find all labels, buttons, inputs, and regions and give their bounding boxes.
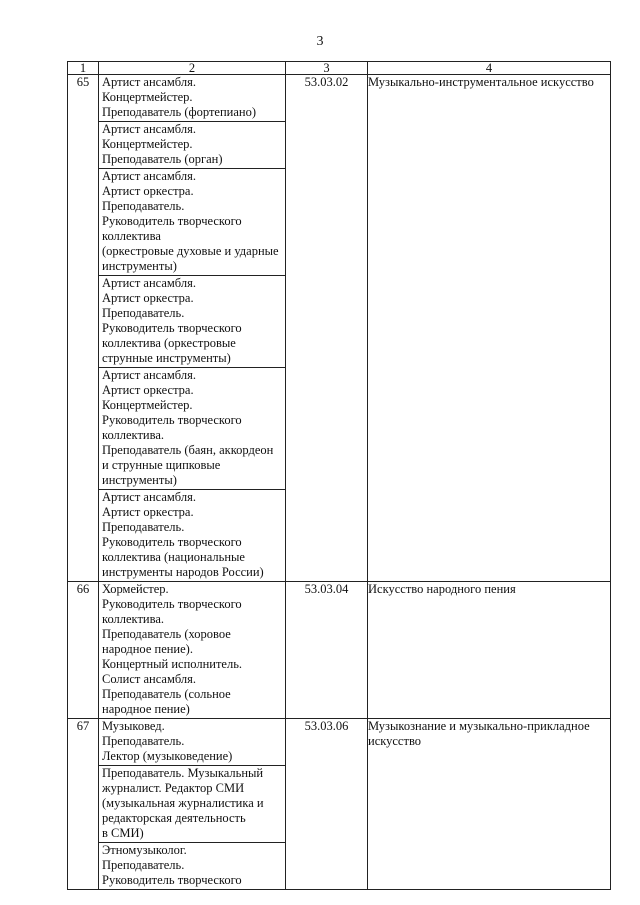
qualification-line: Преподаватель. bbox=[102, 199, 185, 213]
qualification-line: и струнные щипковые bbox=[102, 458, 221, 472]
qualification-group bbox=[99, 719, 285, 765]
qualification-line: струнные инструменты) bbox=[102, 351, 231, 365]
qualification-line: Артист ансамбля. bbox=[102, 490, 196, 504]
qualification-group bbox=[99, 275, 285, 367]
table-row bbox=[68, 582, 611, 719]
qualification-line: Концертмейстер. bbox=[102, 137, 193, 151]
qualification-line: инструменты) bbox=[102, 473, 177, 487]
qualification-line: коллектива bbox=[102, 229, 161, 243]
qualification-line: Музыковед. bbox=[102, 719, 165, 733]
qualification-line: Руководитель творческого bbox=[102, 214, 242, 228]
row-number: 67 bbox=[68, 719, 99, 890]
qualification-line: инструменты) bbox=[102, 259, 177, 273]
qualification-line: в СМИ) bbox=[102, 826, 144, 840]
qualification-line: Лектор (музыковедение) bbox=[102, 749, 233, 763]
qualification-group bbox=[99, 121, 285, 168]
qualification-line: Концертный исполнитель. bbox=[102, 657, 243, 671]
qualification-line: Преподаватель. bbox=[102, 858, 185, 872]
qualification-line: народное пение) bbox=[102, 702, 190, 716]
qualification-line: Артист ансамбля. bbox=[102, 368, 196, 382]
qualifications-cell bbox=[99, 75, 286, 582]
qualification-line: Артист ансамбля. bbox=[102, 169, 196, 183]
qualification-line: Артист оркестра. bbox=[102, 383, 194, 397]
qualification-line: коллектива. bbox=[102, 612, 165, 626]
specialty-code: 53.03.04 bbox=[286, 582, 368, 719]
qualification-line: (музыкальная журналистика и bbox=[102, 796, 264, 810]
qualification-line: Руководитель творческого bbox=[102, 873, 242, 887]
qualification-group bbox=[99, 168, 285, 275]
column-header-3: 3 bbox=[286, 62, 368, 75]
qualification-line: Хормейстер. bbox=[102, 582, 169, 596]
qualification-group bbox=[99, 765, 285, 842]
qualification-line: Артист оркестра. bbox=[102, 184, 194, 198]
table-row bbox=[68, 75, 611, 582]
qualification-line: Преподаватель (орган) bbox=[102, 152, 223, 166]
qualification-line: коллектива. bbox=[102, 428, 165, 442]
qualification-line: Преподаватель. bbox=[102, 306, 185, 320]
table-body bbox=[68, 75, 611, 890]
qualification-line: коллектива (национальные bbox=[102, 550, 245, 564]
qualification-line: Руководитель творческого bbox=[102, 535, 242, 549]
qualification-line: коллектива (оркестровые bbox=[102, 336, 236, 350]
qualification-line: (оркестровые духовые и ударные bbox=[102, 244, 279, 258]
qualification-line: Этномузыколог. bbox=[102, 843, 187, 857]
qualification-line: Артист ансамбля. bbox=[102, 75, 196, 89]
qualification-line: Преподаватель (фортепиано) bbox=[102, 105, 256, 119]
specialty-code: 53.03.02 bbox=[286, 75, 368, 582]
qualification-line: Артист ансамбля. bbox=[102, 122, 196, 136]
qualification-line: Преподаватель (хоровое bbox=[102, 627, 231, 641]
qualification-line: Преподаватель (баян, аккордеон bbox=[102, 443, 274, 457]
column-header-2: 2 bbox=[99, 62, 286, 75]
specialty-name: Музыкально-инструментальное искусство bbox=[368, 75, 611, 582]
qualification-line: Концертмейстер. bbox=[102, 90, 193, 104]
qualification-group bbox=[99, 367, 285, 489]
qualification-group bbox=[99, 582, 285, 718]
qualification-line: Преподаватель (сольное bbox=[102, 687, 231, 701]
qualification-line: Руководитель творческого bbox=[102, 321, 242, 335]
qualification-line: Преподаватель. Музыкальный bbox=[102, 766, 264, 780]
qualification-line: Руководитель творческого bbox=[102, 597, 242, 611]
specialty-name: Музыкознание и музыкально-прикладное искусство bbox=[368, 719, 611, 890]
column-header-4: 4 bbox=[368, 62, 611, 75]
specialty-name: Искусство народного пения bbox=[368, 582, 611, 719]
qualification-group bbox=[99, 842, 285, 889]
qualification-line: инструменты народов России) bbox=[102, 565, 264, 579]
qualification-line: Руководитель творческого bbox=[102, 413, 242, 427]
qualification-line: Артист оркестра. bbox=[102, 505, 194, 519]
qualifications-cell bbox=[99, 719, 286, 890]
qualification-line: Преподаватель. bbox=[102, 520, 185, 534]
qualification-line: Солист ансамбля. bbox=[102, 672, 197, 686]
qualification-line: журналист. Редактор СМИ bbox=[102, 781, 245, 795]
qualification-line: Концертмейстер. bbox=[102, 398, 193, 412]
row-number: 65 bbox=[68, 75, 99, 582]
specialty-code: 53.03.06 bbox=[286, 719, 368, 890]
column-number-row bbox=[68, 62, 611, 75]
column-header-1: 1 bbox=[68, 62, 99, 75]
qualification-line: Преподаватель. bbox=[102, 734, 185, 748]
qualification-group bbox=[99, 75, 285, 121]
table-row bbox=[68, 719, 611, 890]
row-number: 66 bbox=[68, 582, 99, 719]
qualification-line: редакторская деятельность bbox=[102, 811, 246, 825]
specialties-table bbox=[67, 61, 611, 890]
qualification-line: Артист оркестра. bbox=[102, 291, 194, 305]
qualification-line: Артист ансамбля. bbox=[102, 276, 196, 290]
qualification-group bbox=[99, 489, 285, 581]
page-number: 3 bbox=[316, 34, 324, 49]
qualification-line: народное пение). bbox=[102, 642, 193, 656]
qualifications-cell bbox=[99, 582, 286, 719]
